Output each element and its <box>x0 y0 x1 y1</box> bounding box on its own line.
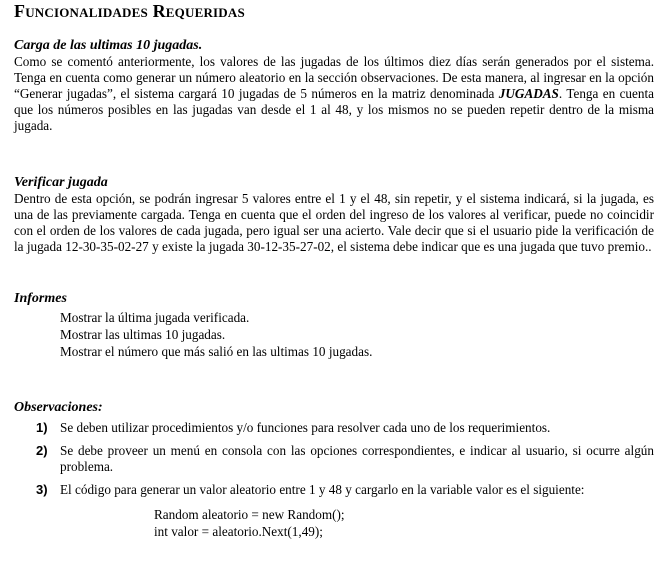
code-line: Random aleatorio = new Random(); <box>154 507 345 523</box>
section-carga <box>14 38 654 134</box>
list-item: Mostrar las ultimas 10 jugadas. <box>60 327 226 342</box>
item-number: 2) <box>36 442 48 458</box>
list-item: Mostrar el número que más salió en las ultimas 10 jugadas. <box>60 344 373 359</box>
list-item: Mostrar la última jugada verificada. <box>60 310 250 325</box>
section-heading-verificar: Verificar jugada <box>14 175 108 190</box>
item-number: 1) <box>36 420 48 435</box>
code-snippet <box>154 506 654 540</box>
section-heading-observaciones: Observaciones: <box>14 400 103 415</box>
jugadas-emphasis: JUGADAS <box>498 86 559 102</box>
paragraph-carga-part-b: . Tenga en cuenta que los números posibles en las jugadas van desde el 1 al 48, y los mismos no se pueden repetir dentro de la misma jugada. <box>14 86 654 134</box>
list-item <box>14 482 654 541</box>
item-text: El código para generar un valor aleatorio entre 1 y 48 y cargarlo en la variable valor es el siguiente: <box>60 481 585 497</box>
list-item <box>14 420 654 437</box>
list-item <box>14 443 654 476</box>
paragraph-verificar: Dentro de esta opción, se podrán ingresar 5 valores entre el 1 y el 48, sin repetir, y el sistema indicará, si la jugada, es una de las previamente cargada. Tenga en cuenta que el orden del ingreso de los valores al verificar, puede no coincidir con el orden de los valores de cada jugada, pero igual ser una acierto. Vale decir que si el usuario pide la verificación de la jugada 12-30-35-02-27 y existe la jugada 30-12-35-27-02, el sistema debe indicar que es una jugada que tuvo premio.. <box>14 191 654 255</box>
observaciones-list <box>14 420 654 540</box>
section-informes <box>14 291 654 360</box>
paragraph-carga <box>14 54 654 134</box>
section-verificar <box>14 175 654 255</box>
paragraph-carga-part-a: Como se comentó anteriormente, los valores de las jugadas de los últimos diez días serán generados por el sistema. Tenga en cuenta como generar un número aleatorio en la sección observaciones. De esta manera, al ingresar en la opción “Generar jugadas”, el sistema cargará 10 jugadas de 5 números en la matriz denominada <box>14 54 654 102</box>
page-title: Funcionalidades Requeridas <box>14 1 245 21</box>
item-text: Se deben utilizar procedimientos y/o funciones para resolver cada uno de los requerimientos. <box>60 420 551 435</box>
informes-list <box>60 309 654 360</box>
section-heading-informes: Informes <box>14 291 67 306</box>
code-line: int valor = aleatorio.Next(1,49); <box>154 524 323 540</box>
item-number: 3) <box>36 481 48 497</box>
section-observaciones <box>14 400 654 546</box>
item-text: Se debe proveer un menú en consola con las opciones correspondientes, e indicar al usuario, si ocurre algún problema. <box>60 442 654 475</box>
section-heading-carga: Carga de las ultimas 10 jugadas. <box>14 38 203 53</box>
